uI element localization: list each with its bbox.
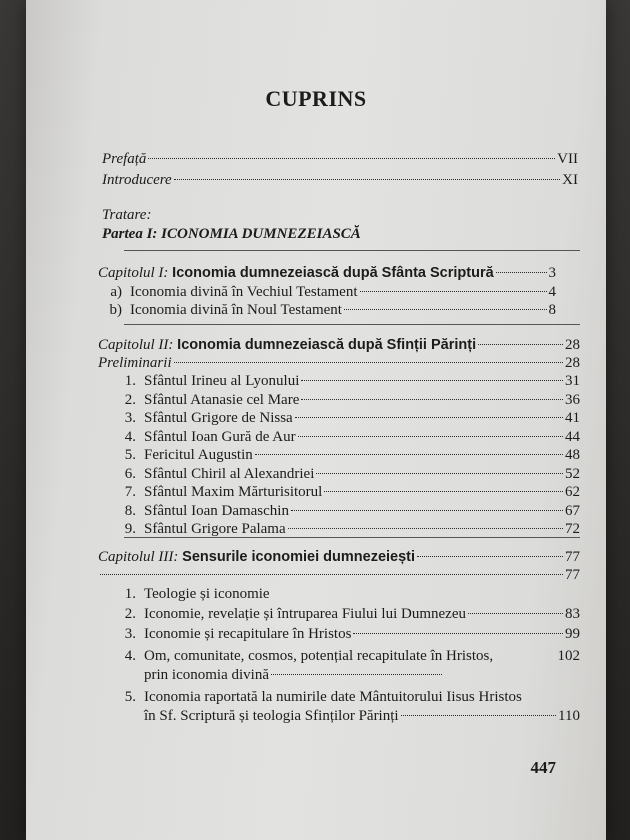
section-divider: [124, 324, 580, 325]
toc-entry-label-line2: în Sf. Scriptură și teologia Sfinților Părinți: [144, 708, 399, 724]
toc-entry-label: Preliminarii: [98, 355, 172, 371]
toc-entry-page: 48: [565, 447, 580, 463]
book-page: [26, 0, 606, 840]
toc-entry-page: 83: [565, 606, 580, 622]
leader-dots: [148, 158, 555, 159]
chapter-3-heading[interactable]: [98, 548, 580, 566]
toc-entry-label: Om, comunitate, cosmos, potențial recapitulate în Hristos,: [144, 648, 494, 664]
toc-entry-label: Sfântul Grigore de Nissa: [144, 410, 293, 426]
toc-entry-label: Sfântul Maxim Mărturisitorul: [144, 484, 323, 500]
toc-entry[interactable]: [114, 391, 580, 409]
part-heading: Partea I: ICONOMIA DUMNEZEIASCĂ: [102, 226, 361, 242]
item-number: b): [109, 302, 122, 318]
chapter-2-heading[interactable]: [98, 336, 580, 354]
toc-entry-label: Teologie și iconomie: [144, 586, 270, 602]
item-number: 9.: [124, 521, 136, 537]
chapter-prefix: Capitolul III:: [98, 549, 179, 565]
item-number: 1.: [124, 586, 136, 602]
item-number: 5.: [124, 447, 136, 463]
toc-entry[interactable]: [114, 688, 580, 706]
leader-dots: [174, 362, 563, 363]
toc-entry[interactable]: [114, 625, 580, 643]
leader-dots: [301, 399, 563, 400]
item-number: 3.: [124, 410, 136, 426]
toc-entry-label: Sfântul Irineu al Lyonului: [144, 373, 300, 389]
toc-entry-label: Sfântul Ioan Damaschin: [144, 502, 289, 519]
toc-entry-page: VII: [557, 151, 578, 167]
leader-dots: [271, 674, 442, 675]
toc-entry-label: Sfântul Grigore Palama: [144, 521, 286, 537]
toc-entry-blank[interactable]: [98, 566, 580, 584]
toc-entry-label: Fericitul Augustin: [144, 447, 253, 463]
toc-entry-page: 41: [565, 410, 580, 426]
toc-entry-page: 77: [565, 567, 580, 583]
toc-entry[interactable]: [114, 647, 580, 665]
toc-entry[interactable]: [114, 409, 580, 427]
toc-entry-label: Iconomie, revelație și întruparea Fiului lui Dumnezeu: [144, 606, 466, 622]
chapter-title: Iconomia dumnezeiască după Sfânta Scriptură: [172, 265, 494, 281]
item-number: 3.: [124, 626, 136, 642]
toc-entry[interactable]: [100, 283, 556, 301]
toc-entry-label: Sfântul Atanasie cel Mare: [144, 391, 300, 408]
toc-entry-page: 77: [565, 549, 580, 565]
toc-entry-page: 99: [565, 626, 580, 642]
toc-entry-page: 102: [557, 648, 580, 664]
item-number: 5.: [124, 689, 136, 705]
toc-entry[interactable]: [114, 502, 580, 520]
toc-entry-page: 110: [558, 708, 580, 724]
toc-entry-page: 44: [565, 428, 580, 445]
page-title: CUPRINS: [265, 86, 367, 111]
item-number: 6.: [124, 465, 136, 482]
toc-entry-page: 31: [565, 373, 580, 389]
chapter-title: Iconomia dumnezeiască după Sfinții Părinți: [177, 337, 477, 353]
toc-entry-page: 52: [565, 465, 580, 482]
leader-dots: [353, 633, 563, 634]
toc-entry[interactable]: [114, 585, 580, 603]
toc-entry-preliminarii[interactable]: [98, 354, 580, 372]
leader-dots: [291, 510, 563, 511]
toc-entry-page: 36: [565, 391, 580, 408]
section-divider: [124, 537, 580, 538]
item-number: a): [110, 284, 122, 300]
toc-entry-page: 67: [565, 502, 580, 519]
toc-entry[interactable]: [114, 446, 580, 464]
leader-dots: [417, 556, 563, 557]
leader-dots: [344, 309, 547, 310]
toc-entry-label: Iconomia divină în Noul Testament: [130, 302, 342, 318]
leader-dots: [316, 473, 563, 474]
chapter-prefix: Capitolul I:: [98, 265, 169, 281]
toc-entry-label: Sfântul Chiril al Alexandriei: [144, 465, 315, 482]
leader-dots: [478, 344, 563, 345]
item-number: 4.: [124, 428, 136, 445]
toc-entry-page: 28: [565, 355, 580, 371]
item-number: 2.: [124, 391, 136, 408]
chapter-1-heading[interactable]: [98, 264, 556, 282]
toc-entry[interactable]: [114, 520, 580, 538]
toc-entry-page: 3: [548, 265, 556, 281]
chapter-title: Sensurile iconomiei dumnezeiești: [182, 549, 416, 565]
leader-dots: [301, 380, 563, 381]
toc-entry[interactable]: [114, 483, 580, 501]
toc-entry-page: XI: [562, 172, 578, 188]
leader-dots: [324, 491, 563, 492]
leader-dots: [468, 613, 563, 614]
leader-dots: [298, 436, 563, 437]
toc-entry-continuation: [144, 666, 444, 684]
toc-entry-page: 62: [565, 484, 580, 500]
toc-entry[interactable]: [114, 428, 580, 446]
item-number: 7.: [124, 484, 136, 500]
toc-entry-page: 8: [548, 302, 556, 318]
toc-entry-page: 28: [565, 337, 580, 353]
item-number: 4.: [124, 648, 136, 664]
leader-dots: [295, 417, 563, 418]
chapter-prefix: Capitolul II:: [98, 337, 174, 353]
toc-entry[interactable]: [114, 372, 580, 390]
toc-entry-label: Iconomia divină în Vechiul Testament: [130, 284, 358, 300]
toc-entry-label: Iconomia raportată la numirile date Mântuitorului Iisus Hristos: [144, 689, 522, 705]
page-number: 447: [530, 758, 556, 777]
item-number: 8.: [124, 502, 136, 519]
toc-entry[interactable]: [100, 301, 556, 319]
toc-entry-label: Sfântul Ioan Gură de Aur: [144, 428, 296, 445]
leader-dots: [288, 528, 563, 529]
leader-dots: [174, 179, 560, 180]
leader-dots: [401, 715, 556, 716]
tratare-label: Tratare:: [102, 207, 152, 223]
toc-entry-continuation: [144, 707, 580, 725]
item-number: 1.: [124, 373, 136, 389]
toc-entry-prefata[interactable]: [102, 150, 578, 168]
leader-dots: [496, 272, 547, 273]
toc-entry-label: Prefață: [102, 151, 147, 167]
leader-dots: [255, 454, 563, 455]
toc-entry-label: Introducere: [102, 172, 172, 188]
leader-dots: [360, 291, 547, 292]
toc-entry-introducere[interactable]: [102, 171, 578, 189]
toc-entry[interactable]: [114, 605, 580, 623]
toc-entry-page: 72: [565, 521, 580, 537]
section-divider: [124, 250, 580, 251]
toc-entry-label-line2: prin iconomia divină: [144, 667, 269, 683]
item-number: 2.: [124, 606, 136, 622]
toc-entry-label: Iconomie și recapitulare în Hristos: [144, 626, 352, 642]
leader-dots: [100, 574, 563, 575]
toc-entry-page: 4: [548, 284, 556, 300]
toc-entry[interactable]: [114, 465, 580, 483]
